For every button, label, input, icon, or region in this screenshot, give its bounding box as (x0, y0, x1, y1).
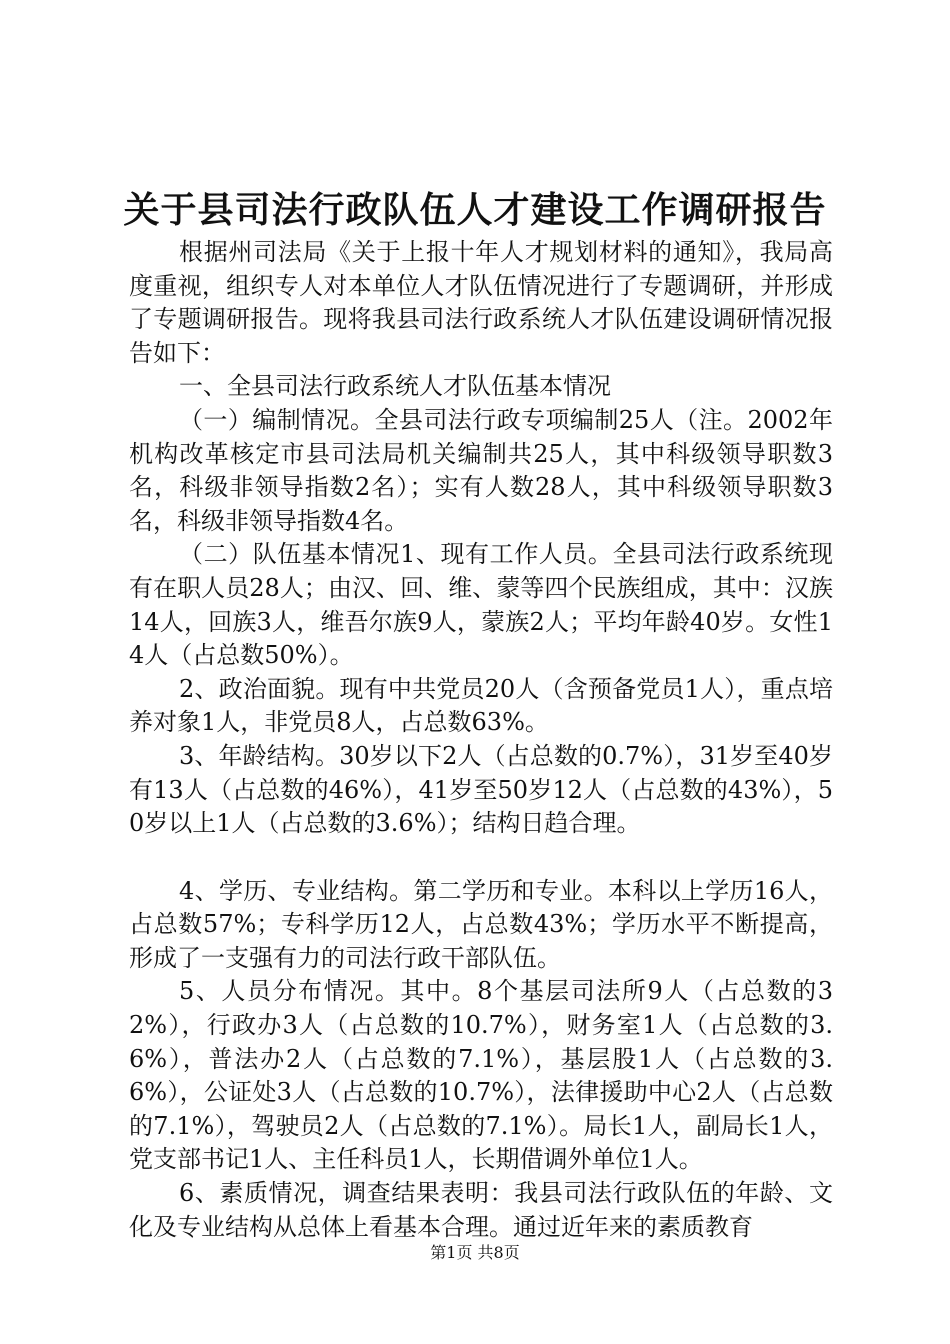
section-heading-1: 一、全县司法行政系统人才队伍基本情况 (179, 372, 611, 401)
document-title: 关于县司法行政队伍人才建设工作调研报告 (123, 189, 827, 231)
paragraph-intro: 根据州司法局《关于上报十年人才规划材料的通知》，我局高度重视，组织专人对本单位人才队伍情况进行了专题调研，并形成了专题调研报告。现将我县司法行政系统人才队伍建设调研情况报告如下： (129, 238, 833, 367)
paragraph-political-status: 2、政治面貌。现有中共党员20人（含预备党员1人），重点培养对象1人，非党员8人，占总数63%。 (129, 674, 833, 737)
paragraph-staffing: （一）编制情况。全县司法行政专项编制25人（注。2002年机构改革核定市县司法局机关编制共25人，其中科级领导职数3名，科级非领导指数2名）；实有人数28人，其中科级领导职数3名，科级非领导指数4名。 (129, 405, 833, 535)
page-footer: 第1页 共8页 (430, 1243, 520, 1262)
document-body (129, 236, 833, 1244)
paragraph-team-basics: （二）队伍基本情况1、现有工作人员。全县司法行政系统现有在职人员28人；由汉、回、维、蒙等四个民族组成，其中：汉族14人，回族3人，维吾尔族9人，蒙族2人；平均年龄40岁。女性14人（占总数50%）。 (129, 540, 833, 670)
paragraph-quality: 6、素质情况，调查结果表明：我县司法行政队伍的年龄、文化及专业结构从总体上看基本合理。通过近年来的素质教育 (129, 1179, 833, 1241)
paragraph-age-structure: 3、年龄结构。30岁以下2人（占总数的0.7%），31岁至40岁有13人（占总数的46%），41岁至50岁12人（占总数的43%），50岁以上1人（占总数的3.6%）；结构日趋合理。 (129, 741, 833, 838)
paragraph-education: 4、学历、专业结构。第二学历和专业。本科以上学历16人，占总数57%；专科学历12人，占总数43%；学历水平不断提高，形成了一支强有力的司法行政干部队伍。 (129, 876, 833, 972)
paragraph-distribution: 5、人员分布情况。其中。8个基层司法所9人（占总数的32%），行政办3人（占总数的10.7%），财务室1人（占总数的3.6%），普法办2人（占总数的7.1%），基层股1人（占总数的3.6%），公证处3人（占总数的10.7%），法律援助中心2人（占总数的7.1%），驾驶员2人（占总数的7.1%）。局长1人，副局长1人，党支部书记1人、主任科员1人，长期借调外单位1人。 (129, 977, 833, 1174)
